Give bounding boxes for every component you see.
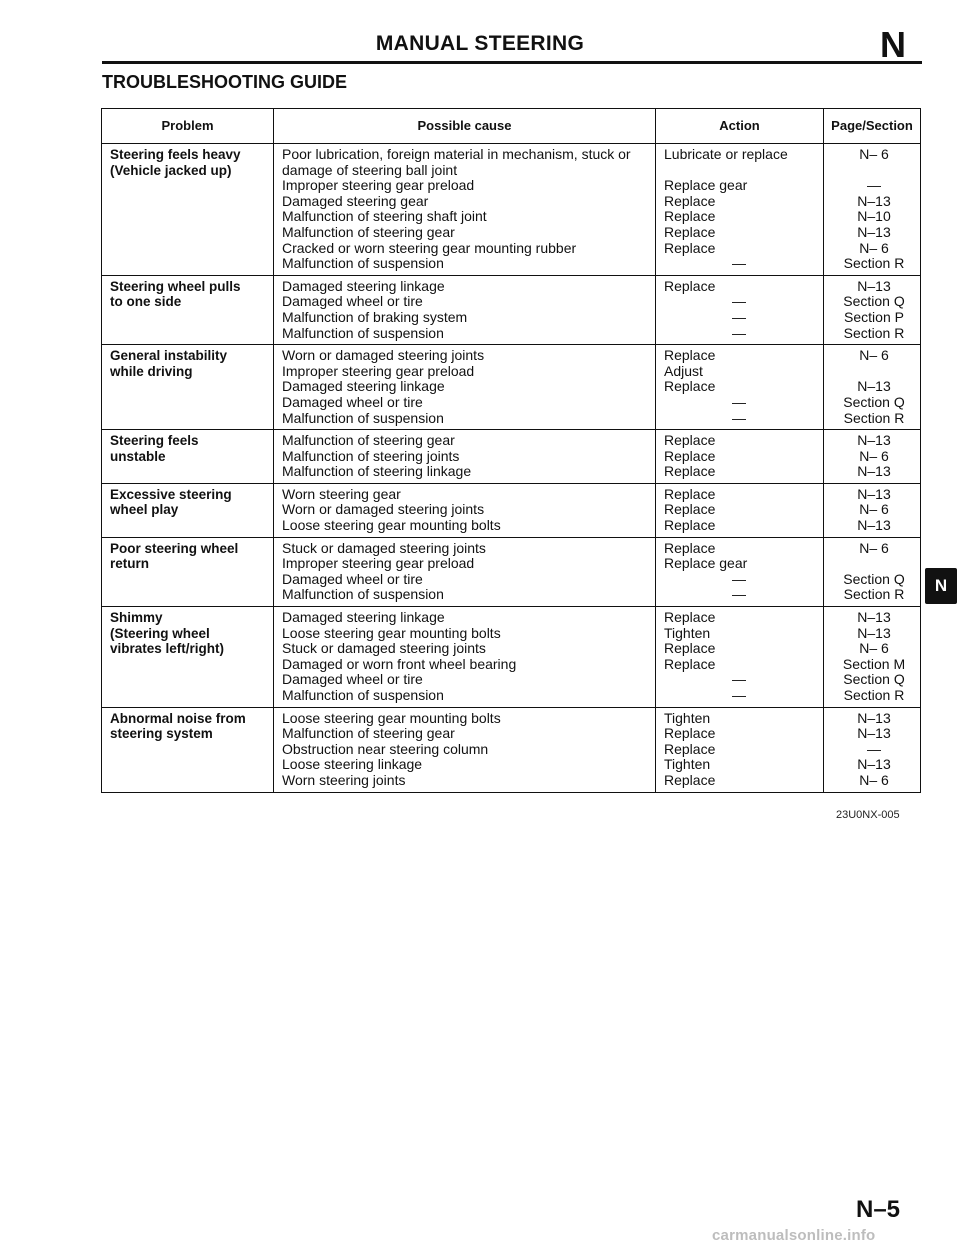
cause-cell (274, 483, 656, 537)
action-line: Replace gear (664, 177, 748, 194)
action-cell (656, 537, 824, 606)
problem-line: Shimmy (110, 610, 163, 626)
page-reference: N–13 (857, 432, 891, 449)
action-line: Replace (664, 378, 716, 395)
page-cell (824, 537, 921, 606)
cause-line: Damaged steering linkage (282, 277, 445, 294)
page-reference: N–13 (857, 192, 891, 209)
problem-line: unstable (110, 448, 166, 464)
problem-cell (102, 275, 274, 344)
page-cell (824, 430, 921, 484)
cause-line: Damaged wheel or tire (282, 671, 423, 688)
page-cell (824, 607, 921, 708)
cause-line: Worn or damaged steering joints (282, 347, 485, 364)
problem-line: steering system (110, 726, 213, 742)
action-line: Tighten (664, 624, 711, 641)
problem-cell (102, 483, 274, 537)
action-line: Replace (664, 223, 716, 240)
action-line: Replace (664, 640, 716, 657)
table-header-row (102, 109, 921, 144)
action-line: Replace (664, 277, 716, 294)
cause-line: Damaged steering linkage (282, 378, 445, 395)
cause-line: Worn steering gear (282, 485, 401, 502)
cause-cell (274, 430, 656, 484)
table-row (102, 430, 921, 484)
table-row (102, 275, 921, 344)
page-reference: N–13 (857, 756, 891, 773)
problem-cell (102, 537, 274, 606)
problem-line: Steering feels heavy (110, 147, 241, 162)
cause-line: Malfunction of steering linkage (282, 463, 472, 480)
action-cell (656, 483, 824, 537)
action-line: Replace (664, 239, 716, 256)
cause-line: Malfunction of steering gear (282, 432, 455, 449)
cause-line: Malfunction of steering shaft joint (282, 208, 487, 225)
page-reference: N– 6 (859, 239, 889, 256)
action-line: Tighten (664, 756, 711, 773)
page-reference: N– 6 (859, 640, 889, 657)
action-line: — (732, 570, 746, 587)
page-reference: N– 6 (859, 447, 889, 464)
action-line: — (732, 293, 746, 310)
cause-line: Improper steering gear preload (282, 555, 475, 572)
problem-line: General instability (110, 348, 228, 364)
action-cell (656, 707, 824, 792)
cause-line: Cracked or worn steering gear mounting rubber (282, 239, 577, 256)
problem-line: vibrates left/right) (110, 641, 225, 657)
action-line: — (732, 671, 746, 688)
page-cell (824, 707, 921, 792)
action-line: Replace (664, 447, 716, 464)
cause-line: Malfunction of steering joints (282, 447, 460, 464)
page-reference: N–13 (857, 378, 891, 395)
table-row (102, 345, 921, 430)
page-reference: N–13 (857, 463, 891, 480)
problem-cell (102, 430, 274, 484)
problem-line: Abnormal noise from (110, 710, 246, 726)
page-cell (824, 345, 921, 430)
header-rule (102, 61, 922, 64)
cause-cell (274, 707, 656, 792)
cause-line: Poor lubrication, foreign material in mechanism, stuck or (282, 146, 631, 162)
table-row (102, 537, 921, 606)
page-reference: Section R (843, 255, 905, 272)
action-line: Adjust (664, 362, 703, 379)
cause-cell (274, 144, 656, 276)
page-cell (824, 144, 921, 276)
cause-line: Damaged wheel or tire (282, 293, 423, 310)
action-line: — (732, 687, 746, 703)
cause-line: Malfunction of suspension (282, 586, 444, 603)
problem-line: while driving (110, 363, 193, 379)
cause-line: Malfunction of suspension (282, 255, 444, 272)
action-line: Replace (664, 432, 716, 449)
cause-line: Malfunction of suspension (282, 324, 444, 341)
page-reference (832, 556, 916, 572)
cause-line: Damaged wheel or tire (282, 393, 423, 410)
cause-line: Obstruction near steering column (282, 740, 489, 757)
page-reference: N– 6 (859, 501, 889, 518)
action-line: Replace gear (664, 555, 748, 572)
cause-line: Worn steering joints (282, 771, 406, 788)
cause-line: Loose steering gear mounting bolts (282, 709, 501, 726)
action-cell (656, 345, 824, 430)
action-line: Replace (664, 501, 716, 518)
action-line: Replace (664, 771, 716, 788)
table-row (102, 707, 921, 792)
action-line: Lubricate or replace (664, 146, 788, 162)
action-line: — (732, 409, 746, 426)
action-line: Replace (664, 725, 716, 742)
cause-line: damage of steering ball joint (282, 161, 458, 178)
action-cell (656, 275, 824, 344)
cause-line: Damaged steering linkage (282, 609, 445, 626)
watermark: carmanualsonline.info (712, 1227, 876, 1244)
problem-line: wheel play (110, 502, 179, 518)
page-reference: Section R (843, 324, 905, 341)
table-row (102, 607, 921, 708)
page-reference: N–13 (857, 609, 891, 626)
problem-line: Poor steering wheel (110, 540, 239, 556)
cause-cell (274, 345, 656, 430)
page-reference: Section Q (843, 393, 905, 410)
page-reference: — (867, 740, 881, 757)
problem-line: return (110, 556, 150, 572)
cause-line: Worn or damaged steering joints (282, 501, 485, 518)
cause-line: Malfunction of steering gear (282, 725, 455, 742)
cause-line: Stuck or damaged steering joints (282, 640, 486, 657)
action-line: Replace (664, 192, 716, 209)
page-reference: Section R (843, 687, 905, 703)
problem-cell (102, 345, 274, 430)
cause-line: Malfunction of braking system (282, 308, 468, 325)
action-cell (656, 144, 824, 276)
action-line (664, 163, 819, 179)
action-line: — (732, 324, 746, 341)
cause-line: Loose steering gear mounting bolts (282, 517, 501, 534)
troubleshooting-table (101, 108, 921, 793)
column-header-possible-cause: Possible cause (274, 109, 656, 144)
page-reference: N– 6 (859, 771, 889, 788)
problem-cell (102, 144, 274, 276)
problem-line: (Vehicle jacked up) (110, 162, 232, 178)
action-line: — (732, 586, 746, 603)
cause-line: Damaged wheel or tire (282, 570, 423, 587)
action-line: Replace (664, 539, 716, 556)
page-reference: Section Q (843, 293, 905, 310)
action-line: Replace (664, 347, 716, 364)
column-header-action: Action (656, 109, 824, 144)
cause-line: Improper steering gear preload (282, 362, 475, 379)
column-header-problem: Problem (102, 109, 274, 144)
section-title: TROUBLESHOOTING GUIDE (102, 72, 348, 92)
action-line: Replace (664, 517, 716, 534)
cause-cell (274, 275, 656, 344)
section-letter: N (880, 24, 906, 65)
action-line: Replace (664, 208, 716, 225)
page-cell (824, 483, 921, 537)
cause-line: Malfunction of suspension (282, 409, 444, 426)
page-reference: N– 6 (859, 347, 889, 364)
cause-line: Stuck or damaged steering joints (282, 539, 486, 556)
page-reference (832, 364, 916, 380)
page-cell (824, 275, 921, 344)
page-reference: N–13 (857, 485, 891, 502)
action-line: — (732, 255, 746, 272)
problem-line: Steering wheel pulls (110, 278, 241, 294)
page-reference: N–13 (857, 517, 891, 534)
problem-line: Excessive steering (110, 486, 232, 502)
action-line: Tighten (664, 709, 711, 726)
page-reference: N–10 (857, 208, 891, 225)
page-number: N–5 (856, 1196, 901, 1223)
page-reference: N– 6 (859, 539, 889, 556)
action-line: Replace (664, 655, 716, 672)
action-line: Replace (664, 463, 716, 480)
section-tab: N (925, 568, 957, 604)
table-row (102, 483, 921, 537)
problem-cell (102, 707, 274, 792)
action-line: Replace (664, 609, 716, 626)
action-line: Replace (664, 740, 716, 757)
problem-line: Steering feels (110, 433, 199, 449)
action-cell (656, 430, 824, 484)
page-reference: Section Q (843, 671, 905, 688)
page-reference: N–13 (857, 223, 891, 240)
problem-line: to one side (110, 294, 182, 310)
figure-code: 23U0NX-005 (836, 809, 900, 821)
cause-line: Loose steering gear mounting bolts (282, 624, 501, 641)
page-reference: N–13 (857, 277, 891, 294)
page-reference: N– 6 (859, 146, 889, 162)
page-reference: Section M (842, 655, 906, 672)
page-reference: Section Q (843, 570, 905, 587)
page-reference: N–13 (857, 709, 891, 726)
problem-line: (Steering wheel (110, 625, 210, 641)
page-header-title: MANUAL STEERING (375, 32, 585, 55)
cause-cell (274, 607, 656, 708)
cause-line: Malfunction of suspension (282, 687, 444, 703)
table-row (102, 144, 921, 276)
action-line: — (732, 393, 746, 410)
cause-line: Damaged steering gear (282, 192, 429, 209)
page-reference: Section R (843, 586, 905, 603)
cause-line: Malfunction of steering gear (282, 223, 455, 240)
page-reference: Section R (843, 409, 905, 426)
page-reference: — (867, 177, 881, 194)
action-line: Replace (664, 485, 716, 502)
problem-cell (102, 607, 274, 708)
page-reference: Section P (844, 308, 904, 325)
action-cell (656, 607, 824, 708)
cause-line: Damaged or worn front wheel bearing (282, 655, 517, 672)
cause-line: Loose steering linkage (282, 756, 423, 773)
page-reference (832, 163, 916, 179)
page-reference: N–13 (857, 624, 891, 641)
table-body (102, 144, 921, 793)
cause-line: Improper steering gear preload (282, 177, 475, 194)
column-header-page-section: Page/Section (824, 109, 921, 144)
cause-cell (274, 537, 656, 606)
action-line: — (732, 308, 746, 325)
page-reference: N–13 (857, 725, 891, 742)
